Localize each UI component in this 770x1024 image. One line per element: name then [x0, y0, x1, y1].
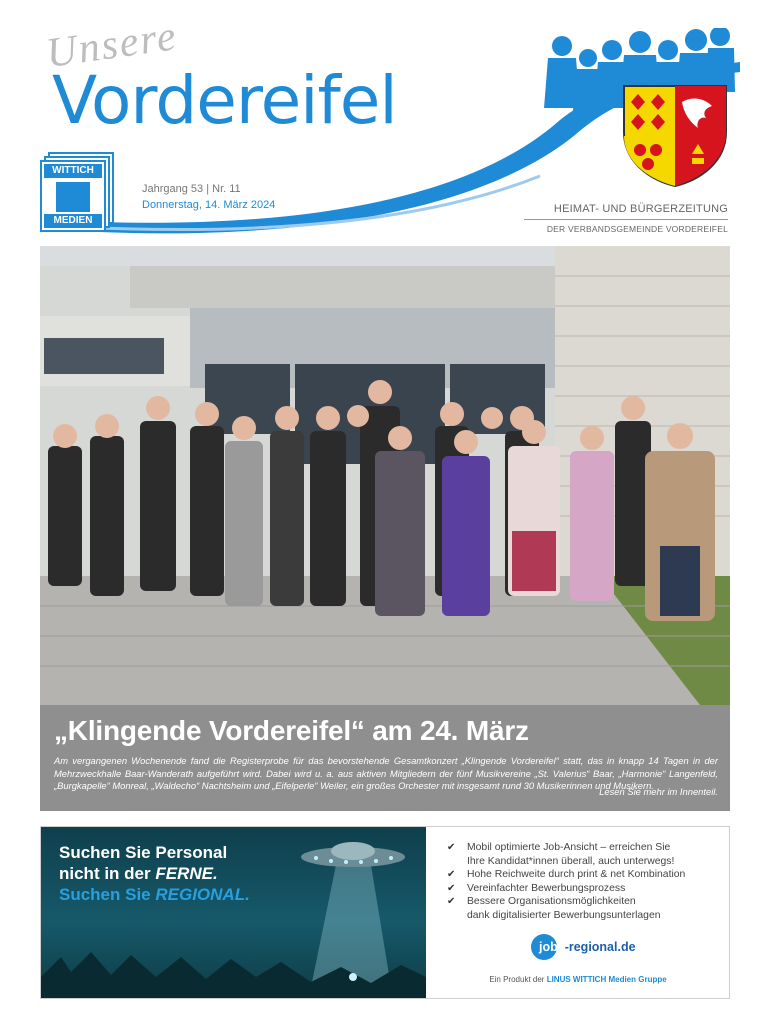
bullet-4: Bessere Organisationsmöglichkeiten	[467, 896, 636, 907]
cover-photo	[40, 246, 730, 705]
lead-headline[interactable]: „Klingende Vordereifel“ am 24. März	[54, 715, 529, 746]
ad-line2-ferne: FERNE.	[155, 864, 218, 883]
ad-benefit-list	[447, 841, 685, 922]
issue-number: Jahrgang 53 | Nr. 11	[142, 183, 241, 195]
ad-headline-line3	[59, 885, 250, 905]
bullet-1-cont: Ihre Kandidat*innen überall, auch unterwegs!	[467, 855, 675, 867]
list-item	[447, 841, 685, 855]
list-item	[447, 868, 685, 882]
issue-date: Donnerstag, 14. März 2024	[142, 199, 276, 211]
list-item	[447, 855, 685, 869]
ad-headline-line1: Suchen Sie Personal	[59, 843, 228, 862]
list-item	[447, 895, 685, 909]
title-unsere: Unsere	[43, 13, 181, 78]
ad-footer	[427, 975, 729, 984]
bullet-4-cont: dank digitalisierter Bewerbungsunterlagen	[467, 909, 661, 921]
footer-brand: LINUS WITTICH Medien Gruppe	[546, 975, 667, 984]
checkmark-icon: ✔	[447, 882, 456, 894]
ad-headline-line2	[59, 864, 218, 884]
ad-image-panel	[41, 827, 426, 998]
lead-body: Am vergangenen Wochenende fand die Registerprobe für das bevorstehende Gesamtkonzert „Klingende Vordereifel“ statt, das in knapp 14 Tagen in der Mehrzweckhalle Baar-Wanderath aufgeführt wird. Dabei wird u. a. aus aktiven Mitgliedern der fünf Musikvereine „St. Valerius“ Baar, „Harmonie“ Langenfeld, „Burgkapelle“ Monreal, „Waldecho“ Nachtsheim und „Eifelperle“ Weiler, ein großes Orchester mit insgesamt rund 30 Musikerinnen und Musikern.	[54, 755, 718, 791]
ad-line3-a: Suchen Sie	[59, 885, 156, 904]
title-vordereifel: Vordereifel	[52, 62, 397, 139]
bullet-3: Vereinfachter Bewerbungsprozess	[467, 882, 626, 894]
checkmark-icon: ✔	[447, 842, 456, 853]
coat-of-arms-icon	[620, 82, 730, 187]
logo-wittich-text: WITTICH	[44, 164, 102, 178]
footer-prefix: Ein Produkt der	[489, 975, 547, 984]
tagline-sub: DER VERBANDSGEMEINDE VORDEREIFEL	[546, 224, 728, 234]
logo-text	[539, 940, 636, 954]
list-item	[447, 882, 685, 896]
list-item	[447, 909, 685, 923]
logo-regional: -regional.de	[564, 940, 636, 954]
checkmark-icon: ✔	[447, 896, 456, 907]
tagline-main: HEIMAT- UND BÜRGERZEITUNG	[553, 203, 728, 215]
ad-line2-a: nicht in der	[59, 864, 156, 883]
logo-medien-text: MEDIEN	[44, 214, 102, 228]
ad-line3-regional: REGIONAL.	[155, 885, 250, 904]
logo-w-mark	[56, 182, 90, 212]
masthead	[0, 0, 770, 245]
bullet-2: Hohe Reichweite durch print & net Kombination	[467, 869, 686, 880]
lead-article	[40, 705, 730, 811]
logo-jobs: jobs	[539, 940, 565, 954]
ad-text-panel	[427, 827, 729, 998]
wittich-medien-logo	[40, 152, 114, 232]
jobs-regional-ad[interactable]	[40, 826, 730, 999]
tagline-divider	[524, 219, 728, 220]
bullet-1: Mobil optimierte Job-Ansicht – erreichen Sie	[467, 842, 671, 853]
checkmark-icon: ✔	[447, 869, 456, 880]
read-more-text: Lesen Sie mehr im Innenteil.	[599, 786, 718, 797]
